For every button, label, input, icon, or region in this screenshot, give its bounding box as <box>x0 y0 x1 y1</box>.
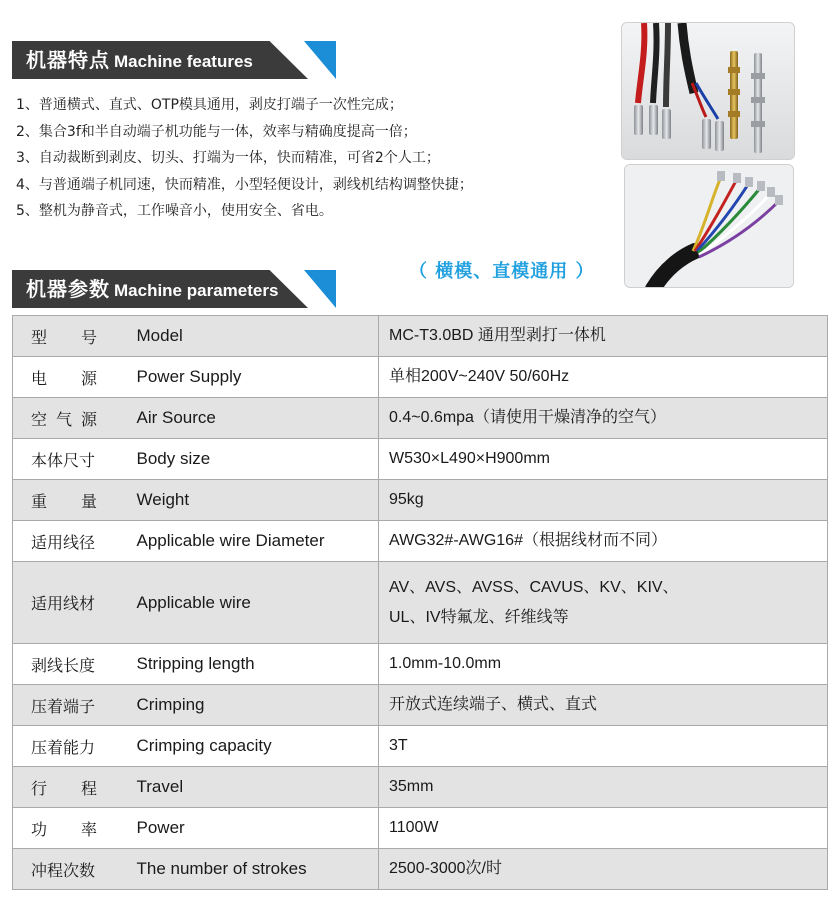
param-value: 1100W <box>379 808 828 849</box>
param-name-en: Travel <box>121 767 379 808</box>
feature-item: 2、集合3f和半自动端子机功能与一体，效率与精确度提高一倍； <box>16 123 417 140</box>
param-name-zh: 适用线材 <box>13 562 121 644</box>
table-row <box>13 316 828 357</box>
param-name-en: Applicable wire <box>121 562 379 644</box>
parameters-title-en: Machine parameters <box>114 281 279 300</box>
param-value: 开放式连续端子、横式、直式 <box>379 685 828 726</box>
table-row <box>13 357 828 398</box>
param-name-en: The number of strokes <box>121 849 379 890</box>
param-value: 35mm <box>379 767 828 808</box>
terminals-illustration <box>622 23 795 160</box>
header-accent-triangle <box>304 41 336 79</box>
param-name-zh: 适用线径 <box>13 521 121 562</box>
param-name-zh: 行程 <box>13 767 121 808</box>
param-name-zh: 剥线长度 <box>13 644 121 685</box>
param-value: 3T <box>379 726 828 767</box>
param-value: AV、AVS、AVSS、CAVUS、KV、KIV、 UL、IV特氟龙、纤维线等 <box>379 562 828 644</box>
param-name-en: Weight <box>121 480 379 521</box>
param-name-en: Air Source <box>121 398 379 439</box>
param-name-en: Applicable wire Diameter <box>121 521 379 562</box>
feature-item: 4、与普通端子机同速，快而精准，小型轻便设计，剥线机结构调整快捷； <box>16 176 473 193</box>
table-row <box>13 398 828 439</box>
table-row <box>13 562 828 644</box>
param-name-zh: 本体尺寸 <box>13 439 121 480</box>
features-title-zh: 机器特点 <box>26 48 110 72</box>
features-section-header <box>12 41 336 81</box>
table-row <box>13 439 828 480</box>
features-title-en: Machine features <box>114 52 253 71</box>
parameters-title-zh: 机器参数 <box>26 277 110 301</box>
param-value: W530×L490×H900mm <box>379 439 828 480</box>
table-row <box>13 521 828 562</box>
cable-photo <box>624 164 794 288</box>
feature-item: 3、自动裁断到剥皮、切头、打端为一体，快而精准，可省2个人工； <box>16 150 440 166</box>
param-name-zh: 型号 <box>13 316 121 357</box>
mold-compatibility-caption: （ 横模、直模通用 ） <box>409 261 595 282</box>
table-row <box>13 767 828 808</box>
features-list <box>16 92 473 225</box>
features-title <box>26 41 253 79</box>
param-name-en: Crimping capacity <box>121 726 379 767</box>
terminals-photo <box>621 22 795 160</box>
table-row <box>13 644 828 685</box>
table-row <box>13 849 828 890</box>
feature-item: 1、普通横式、直式、OTP模具通用，剥皮打端子一次性完成； <box>16 97 403 113</box>
param-name-zh: 压着能力 <box>13 726 121 767</box>
feature-item: 5、整机为静音式，工作噪音小，使用安全、省电。 <box>16 203 333 219</box>
param-value: 0.4~0.6mpa（请使用干燥清净的空气） <box>379 398 828 439</box>
param-name-en: Power Supply <box>121 357 379 398</box>
param-name-en: Stripping length <box>121 644 379 685</box>
parameters-section-header <box>12 270 336 310</box>
param-name-zh: 空气源 <box>13 398 121 439</box>
param-value: 单相200V~240V 50/60Hz <box>379 357 828 398</box>
param-name-zh: 压着端子 <box>13 685 121 726</box>
param-value: 95kg <box>379 480 828 521</box>
parameters-title <box>26 270 278 308</box>
param-name-zh: 冲程次数 <box>13 849 121 890</box>
param-value: AWG32#-AWG16#（根据线材而不同） <box>379 521 828 562</box>
parameters-table <box>12 315 828 890</box>
param-name-zh: 重量 <box>13 480 121 521</box>
table-row <box>13 808 828 849</box>
param-name-en: Model <box>121 316 379 357</box>
param-name-en: Power <box>121 808 379 849</box>
param-value: 2500-3000次/时 <box>379 849 828 890</box>
table-row <box>13 480 828 521</box>
param-value: 1.0mm-10.0mm <box>379 644 828 685</box>
param-value: MC-T3.0BD 通用型剥打一体机 <box>379 316 828 357</box>
table-row <box>13 685 828 726</box>
param-name-zh: 电源 <box>13 357 121 398</box>
table-row <box>13 726 828 767</box>
param-name-zh: 功率 <box>13 808 121 849</box>
param-name-en: Crimping <box>121 685 379 726</box>
param-name-en: Body size <box>121 439 379 480</box>
header-accent-triangle <box>304 270 336 308</box>
cable-illustration <box>625 165 794 288</box>
